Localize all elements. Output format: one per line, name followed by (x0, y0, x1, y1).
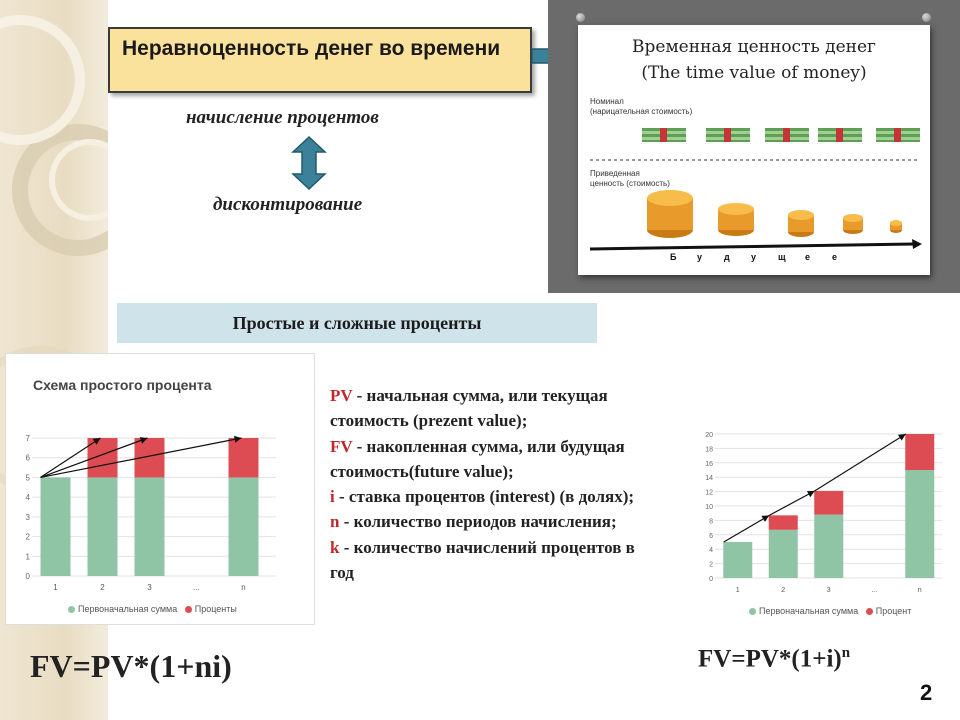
y-tick-label: 1 (25, 552, 30, 562)
page-number: 2 (920, 680, 933, 705)
legend-interest-label: Процент (875, 606, 912, 616)
y-tick-label: 8 (709, 518, 713, 526)
x-tick-label: n (917, 587, 922, 594)
compound-chart-svg (697, 362, 947, 624)
definition-term: n (330, 512, 340, 532)
growth-arrow (724, 515, 770, 542)
definition-term: FV (330, 436, 353, 456)
y-tick-label: 7 (25, 434, 30, 443)
future-letter: д (724, 252, 730, 262)
definition-item (330, 484, 660, 509)
legend-swatch-interest (185, 606, 192, 613)
bar-base (723, 542, 752, 578)
future-letter: е (805, 252, 811, 262)
y-tick-label: 2 (25, 532, 30, 542)
x-tick-label: 3 (147, 583, 152, 592)
section-title: Простые и сложные проценты (232, 313, 482, 333)
y-tick-label: 18 (705, 446, 713, 454)
legend-swatch-base (749, 608, 756, 615)
present-label-line-2: ценность (стоимость) (590, 179, 670, 188)
simple-chart-svg (6, 354, 314, 624)
time-value-card (578, 25, 930, 275)
y-tick-label: 2 (709, 561, 713, 569)
definition-item (330, 434, 660, 485)
legend-interest-label: Проценты (194, 604, 237, 614)
legend-base-label: Первоначальная сумма (78, 604, 178, 614)
bar-base (905, 470, 934, 578)
x-tick-label: 2 (781, 587, 786, 594)
y-tick-label: 10 (705, 504, 713, 511)
definition-text: - количество начислений процентов в год (330, 537, 635, 583)
bar-base (88, 477, 118, 576)
definition-item (330, 535, 660, 586)
simple-interest-formula: FV=PV*(1+ni) (30, 648, 232, 684)
card-title-ru: Временная ценность денег (632, 37, 876, 57)
y-tick-label: 16 (705, 460, 713, 468)
banknote-stacks (642, 128, 920, 142)
y-tick-label: 4 (709, 547, 713, 555)
x-tick-label: ... (871, 587, 878, 594)
bar-base (41, 477, 71, 576)
future-letter: у (697, 252, 703, 262)
x-tick-label: 2 (100, 583, 105, 592)
y-tick-label: 14 (705, 475, 713, 483)
legend-base-label: Первоначальная сумма (759, 606, 859, 616)
x-tick-label: n (241, 583, 246, 592)
y-tick-label: 3 (25, 512, 30, 522)
y-tick-label: 6 (709, 532, 713, 540)
compound-interest-formula (698, 645, 850, 673)
coin-stacks (647, 190, 902, 238)
y-tick-label: 5 (25, 473, 30, 483)
bar-interest (905, 434, 934, 470)
definition-item (330, 509, 660, 534)
x-tick-label: 1 (53, 583, 58, 592)
money-illustration (578, 25, 930, 275)
x-tick-label: 3 (826, 587, 831, 594)
slide-title-box (108, 27, 532, 93)
compound-formula-base: FV=PV*(1+i) (698, 645, 842, 673)
x-tick-label: ... (193, 583, 200, 592)
up-down-arrow-icon (290, 135, 328, 191)
definition-term: k (330, 537, 340, 557)
y-tick-label: 6 (25, 453, 30, 463)
accrual-label: начисление процентов (186, 107, 379, 128)
nominal-label-line-2: (нарицательная стоимость) (590, 107, 693, 116)
definition-term: i (330, 487, 335, 507)
y-tick-label: 4 (25, 493, 30, 503)
future-letter: у (751, 252, 757, 262)
bar-interest (769, 515, 798, 529)
definition-term: PV (330, 386, 353, 405)
future-word (670, 252, 870, 266)
timeline-arrowhead (912, 239, 922, 249)
bar-interest (814, 491, 843, 515)
present-value-label (590, 169, 670, 189)
pin-icon (922, 13, 931, 22)
definition-item (330, 383, 660, 434)
nominal-label-line-1: Номинал (590, 97, 624, 106)
present-label-line-1: Приведенная (590, 169, 640, 178)
timeline-axis (590, 244, 914, 249)
x-tick-label: 1 (735, 587, 740, 594)
bar-interest (229, 438, 259, 477)
slide-title: Неравноценность денег во времени (122, 37, 501, 60)
legend-swatch-base (68, 606, 75, 613)
chart-legend (68, 604, 237, 614)
pin-icon (576, 13, 585, 22)
legend-swatch-interest (866, 608, 873, 615)
y-tick-label: 0 (25, 572, 30, 581)
y-tick-label: 12 (705, 489, 713, 497)
y-tick-label: 20 (705, 432, 713, 439)
bar-base (769, 530, 798, 578)
future-letter: Б (670, 252, 677, 262)
bar-base (814, 515, 843, 578)
section-band (117, 303, 597, 343)
growth-arrow (769, 491, 815, 515)
y-tick-label: 0 (709, 576, 713, 583)
bar-base (229, 477, 259, 576)
growth-arrowhead (898, 434, 906, 441)
definition-text: - ставка процентов (interest) (в долях); (334, 487, 635, 507)
future-letter: е (832, 252, 838, 262)
chart-title: Схема простого процента (33, 377, 212, 393)
compound-formula-exponent: n (841, 645, 851, 661)
bar-base (135, 477, 165, 576)
definition-text: - начальная сумма, или текущая стоимость (prezent value); (330, 386, 608, 431)
definition-text: - накопленная сумма, или будущая стоимость(future value); (330, 436, 625, 481)
chart-legend (749, 606, 911, 616)
simple-interest-chart (5, 353, 315, 625)
compound-interest-chart (697, 362, 947, 624)
definitions-list (330, 383, 660, 585)
definition-text: - количество периодов начисления; (339, 512, 617, 532)
discounting-label: дисконтирование (213, 194, 363, 215)
future-letter: щ (778, 252, 786, 262)
card-title-en: (The time value of money) (641, 63, 867, 83)
